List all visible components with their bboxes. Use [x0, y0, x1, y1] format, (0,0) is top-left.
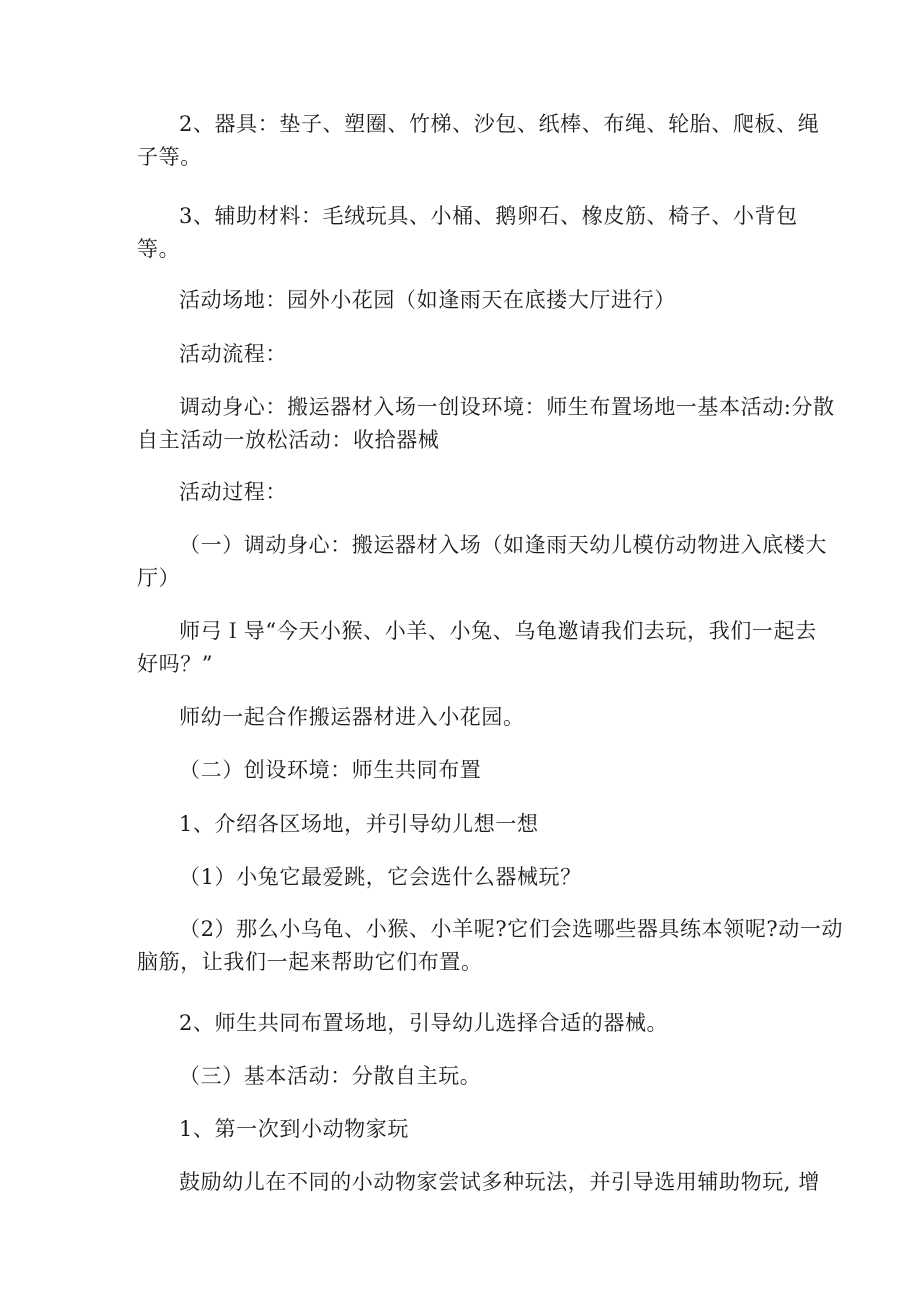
- paragraph-introduce-areas: [137, 808, 787, 841]
- text-line: 师幼一起合作搬运器材进入小花园。: [179, 705, 525, 729]
- text-line: 调动身心：搬运器材入场一创设环境：师生布置场地一基本活动:分散: [179, 395, 835, 419]
- text-line: 3、辅助材料：毛绒玩具、小桶、鹅卵石、橡皮筋、椅子、小背包: [179, 204, 798, 228]
- text-line: 脑筋，让我们一起来帮助它们布置。: [137, 950, 483, 974]
- paragraph-course-heading: [137, 476, 787, 509]
- text-line: （2）那么小乌龟、小猴、小羊呢?它们会选哪些器具练本领呢?动一动: [179, 917, 844, 941]
- text-line: 子等。: [137, 145, 202, 169]
- text-line: 鼓励幼儿在不同的小动物家尝试多种玩法，并引导选用辅助物玩, 增: [179, 1170, 820, 1194]
- paragraph-first-visit: [137, 1113, 787, 1146]
- paragraph-auxiliary-materials: [137, 200, 798, 266]
- text-line: 2、师生共同布置场地，引导幼儿选择合适的器械。: [179, 1011, 669, 1035]
- text-line: （二）创设环境：师生共同布置: [179, 758, 482, 782]
- paragraph-encourage: [137, 1166, 820, 1199]
- paragraph-arrange-venue: [137, 1007, 787, 1040]
- paragraph-process-summary: [137, 391, 835, 457]
- text-line: 师弓Ｉ导“今天小猴、小羊、小兔、乌龟邀请我们去玩，我们一起去: [179, 619, 817, 643]
- text-line: （一）调动身心：搬运器材入场（如逢雨天幼儿模仿动物进入底楼大: [179, 533, 827, 557]
- text-line: 1、介绍各区场地，并引导幼儿想一想: [179, 812, 539, 836]
- paragraph-equipment: [137, 108, 820, 174]
- text-line: 活动场地：园外小花园（如逢雨天在底搂大厅进行）: [179, 288, 676, 312]
- text-line: 等。: [137, 237, 181, 261]
- paragraph-carry-equipment: [137, 701, 787, 734]
- text-line: 活动过程：: [179, 480, 287, 504]
- paragraph-teacher-guide: [137, 615, 817, 681]
- text-line: 活动流程：: [179, 342, 287, 366]
- paragraph-question-one: [137, 861, 787, 894]
- paragraph-section-one: [137, 529, 827, 595]
- paragraph-venue: [137, 284, 787, 317]
- text-line: 1、第一次到小动物家玩: [179, 1117, 409, 1141]
- text-line: 厅）: [137, 566, 181, 590]
- paragraph-section-three: [137, 1060, 787, 1093]
- paragraph-process-heading: [137, 338, 787, 371]
- text-line: 2、器具：垫子、塑圈、竹梯、沙包、纸棒、布绳、轮胎、爬板、绳: [179, 112, 820, 136]
- text-line: （1）小兔它最爱跳，它会选什么器械玩？: [179, 865, 582, 889]
- paragraph-question-two: [137, 913, 844, 979]
- text-line: （三）基本活动：分散自主玩。: [179, 1064, 482, 1088]
- text-line: 自主活动一放松活动：收拾器械: [137, 428, 440, 452]
- paragraph-section-two: [137, 754, 787, 787]
- text-line: 好吗？”: [137, 652, 214, 676]
